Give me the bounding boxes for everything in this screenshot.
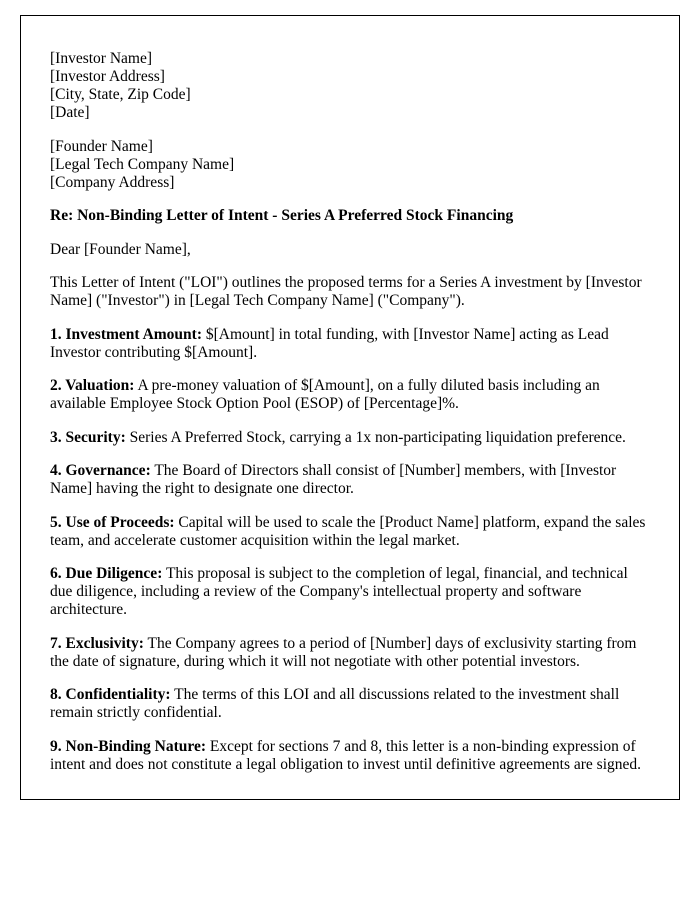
section-label: 6. Due Diligence:: [50, 565, 163, 582]
section-label: 7. Exclusivity:: [50, 634, 144, 652]
section-paragraph: [50, 686, 650, 722]
section-text: Except for sections 7 and 8, this letter is a non-binding expression of intent and does not constitute a legal obligation to invest until definitive agreements are signed.: [50, 737, 642, 773]
section-label: 8. Confidentiality:: [50, 686, 171, 703]
section-label: 4. Governance:: [50, 462, 151, 479]
section-paragraph: [50, 565, 650, 619]
section-label: 1. Investment Amount:: [50, 325, 202, 343]
salutation: Dear [Founder Name],: [50, 240, 191, 258]
section-paragraph: [50, 462, 650, 498]
section-text: Capital will be used to scale the [Product Name] platform, expand the sales team, and accelerate customer acquisition within the legal market.: [50, 513, 646, 549]
section-label: 3. Security:: [50, 428, 126, 446]
recipient-line: [Legal Tech Company Name]: [50, 155, 235, 173]
subject-line: Re: Non-Binding Letter of Intent - Series A Preferred Stock Financing: [50, 207, 514, 224]
date-line: [Date]: [50, 104, 90, 121]
section-paragraph: [50, 635, 650, 671]
section-label: 9. Non-Binding Nature:: [50, 737, 207, 755]
recipient-line: [Founder Name]: [50, 137, 153, 155]
section-paragraph: [50, 514, 650, 550]
sender-line: [Investor Name]: [50, 50, 152, 67]
section-text: The Board of Directors shall consist of [Number] members, with [Investor Name] having the right to designate one director.: [50, 462, 617, 497]
letter-page: [20, 15, 680, 800]
section-paragraph: [50, 326, 650, 362]
section-label: 2. Valuation:: [50, 377, 135, 394]
sender-block: [50, 50, 650, 122]
section-paragraph: [50, 738, 650, 774]
sender-line: [Investor Address]: [50, 68, 165, 85]
section-text: The terms of this LOI and all discussions related to the investment shall remain strictly confidential.: [50, 686, 620, 721]
section-text: This proposal is subject to the completion of legal, financial, and technical due diligence, including a review of the Company's intellectual property and software architecture.: [50, 565, 628, 618]
intro-paragraph: This Letter of Intent ("LOI") outlines the proposed terms for a Series A investment by [Investor Name] ("Investor") in [Legal Tech Company Name] ("Company").: [50, 274, 642, 309]
sender-line: [City, State, Zip Code]: [50, 86, 191, 103]
recipient-block: [50, 138, 650, 192]
recipient-line: [Company Address]: [50, 173, 175, 191]
section-text: The Company agrees to a period of [Number] days of exclusivity starting from the date of signature, during which it will not negotiate with other potential investors.: [50, 634, 637, 670]
section-text: $[Amount] in total funding, with [Investor Name] acting as Lead Investor contributing $[Amount].: [50, 325, 609, 361]
section-text: A pre-money valuation of $[Amount], on a fully diluted basis including an available Employee Stock Option Pool (ESOP) of [Percentage]%.: [50, 377, 600, 412]
section-text: Series A Preferred Stock, carrying a 1x non-participating liquidation preference.: [129, 428, 626, 446]
section-paragraph: [50, 377, 650, 413]
section-label: 5. Use of Proceeds:: [50, 513, 175, 531]
section-paragraph: [50, 429, 650, 447]
